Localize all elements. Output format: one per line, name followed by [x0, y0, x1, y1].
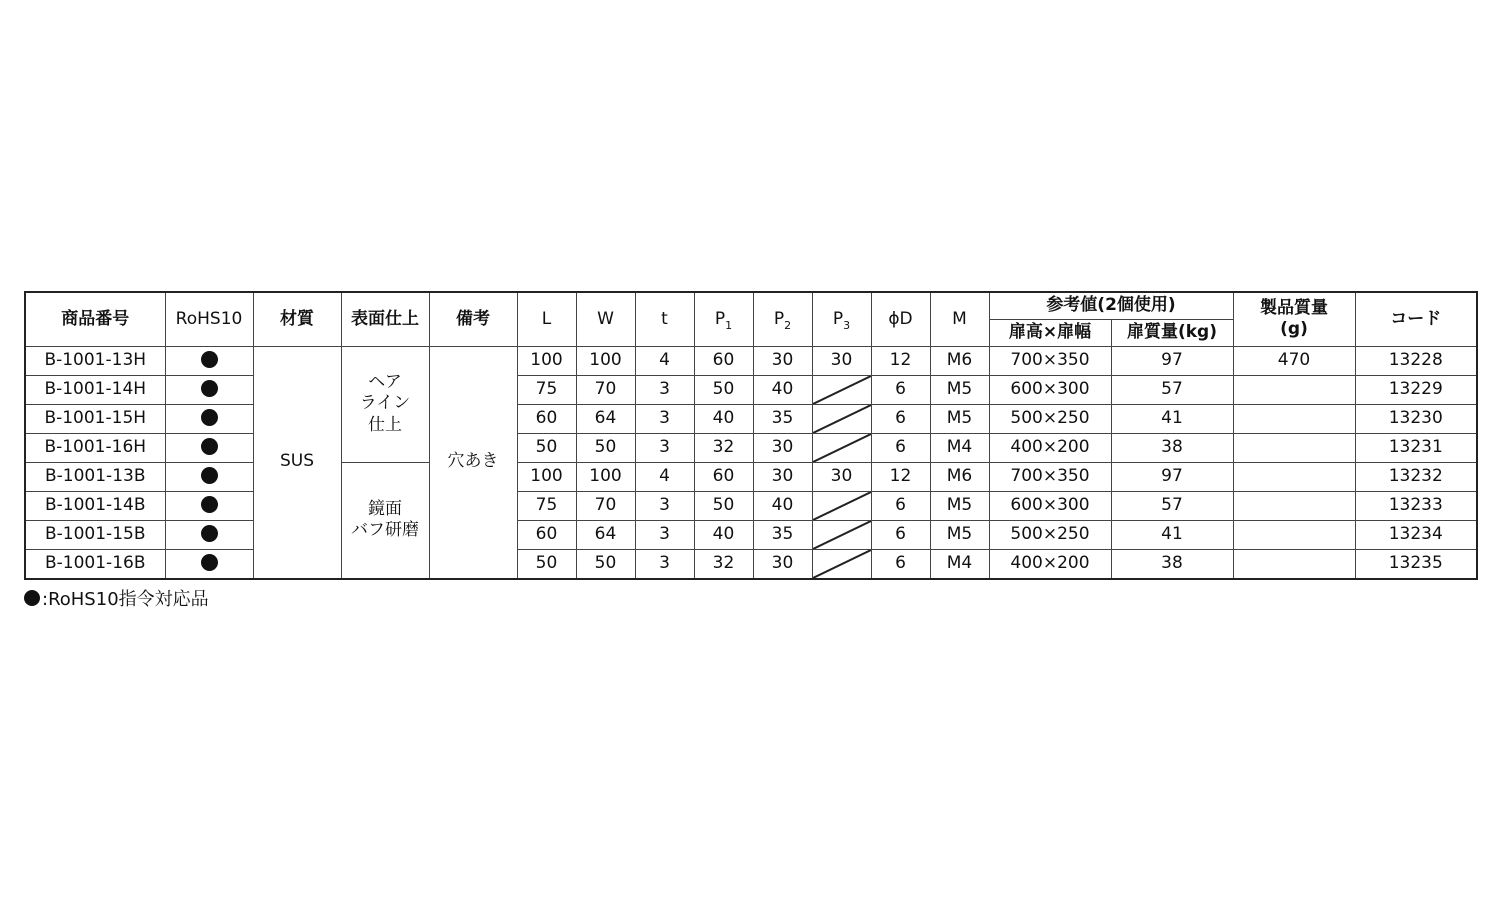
- cell-W: 50: [576, 549, 635, 579]
- cell-phiD: 6: [871, 433, 930, 462]
- header-door-size: 扉高×扉幅: [989, 319, 1111, 346]
- finish-line: 鏡面: [368, 498, 402, 519]
- header-code: コード: [1355, 292, 1477, 346]
- cell-P2: 40: [753, 491, 812, 520]
- cell-product-no: B-1001-14H: [25, 375, 165, 404]
- cell-rohs: [165, 346, 253, 375]
- cell-product-weight: [1233, 549, 1355, 579]
- cell-P1: 32: [694, 549, 753, 579]
- header-product-weight: [1233, 292, 1355, 346]
- cell-M: M5: [930, 520, 989, 549]
- cell-product-no: B-1001-14B: [25, 491, 165, 520]
- cell-M: M6: [930, 462, 989, 491]
- cell-product-no: B-1001-16B: [25, 549, 165, 579]
- not-applicable-slash-icon: [813, 521, 871, 549]
- table-row: [25, 491, 1477, 520]
- rohs-dot-icon: [201, 380, 218, 397]
- rohs-dot-icon: [201, 525, 218, 542]
- header-product-no: 商品番号: [25, 292, 165, 346]
- cell-W: 70: [576, 375, 635, 404]
- rohs-dot-icon: [201, 409, 218, 426]
- table-row: [25, 433, 1477, 462]
- cell-rohs: [165, 549, 253, 579]
- cell-phiD: 6: [871, 375, 930, 404]
- cell-P3-na: [812, 549, 871, 579]
- not-applicable-slash-icon: [813, 550, 871, 578]
- cell-door-size: 500×250: [989, 404, 1111, 433]
- finish-line: バフ研磨: [351, 520, 419, 540]
- spec-table: [24, 291, 1478, 580]
- header-reference: 参考値(2個使用): [989, 292, 1233, 319]
- cell-W: 64: [576, 404, 635, 433]
- header-remarks: 備考: [429, 292, 517, 346]
- table-row: [25, 404, 1477, 433]
- cell-P1: 32: [694, 433, 753, 462]
- cell-P2: 40: [753, 375, 812, 404]
- not-applicable-slash-icon: [813, 405, 871, 433]
- header-L: L: [517, 292, 576, 346]
- header-P1-label: P: [714, 308, 726, 329]
- cell-code: 13228: [1355, 346, 1477, 375]
- cell-L: 100: [517, 462, 576, 491]
- legend: [24, 585, 209, 611]
- header-finish: 表面仕上: [341, 292, 429, 346]
- cell-product-weight: [1233, 404, 1355, 433]
- header-W: W: [576, 292, 635, 346]
- header-P1-sub: 1: [725, 318, 733, 332]
- table-row: [25, 346, 1477, 375]
- header-phiD: ϕD: [871, 292, 930, 346]
- cell-M: M5: [930, 491, 989, 520]
- cell-code: 13230: [1355, 404, 1477, 433]
- cell-door-weight: 41: [1111, 404, 1233, 433]
- rohs-dot-icon: [201, 467, 218, 484]
- cell-product-weight: [1233, 375, 1355, 404]
- header-P3: [812, 292, 871, 346]
- cell-M: M4: [930, 549, 989, 579]
- cell-M: M4: [930, 433, 989, 462]
- cell-L: 75: [517, 491, 576, 520]
- cell-P2: 30: [753, 433, 812, 462]
- cell-phiD: 12: [871, 346, 930, 375]
- cell-W: 100: [576, 346, 635, 375]
- cell-remarks: 穴あき: [429, 346, 517, 579]
- cell-product-weight: [1233, 491, 1355, 520]
- cell-door-weight: 57: [1111, 491, 1233, 520]
- cell-W: 50: [576, 433, 635, 462]
- rohs-dot-icon: [201, 438, 218, 455]
- cell-L: 75: [517, 375, 576, 404]
- cell-M: M5: [930, 375, 989, 404]
- finish-line: ヘア: [368, 372, 402, 393]
- cell-door-size: 400×200: [989, 549, 1111, 579]
- cell-L: 100: [517, 346, 576, 375]
- cell-door-weight: 57: [1111, 375, 1233, 404]
- header-P2: [753, 292, 812, 346]
- not-applicable-slash-icon: [813, 376, 871, 404]
- header-P2-label: P: [773, 308, 785, 329]
- cell-door-size: 600×300: [989, 375, 1111, 404]
- cell-door-weight: 38: [1111, 549, 1233, 579]
- finish-line: ライン: [359, 393, 411, 414]
- cell-door-weight: 38: [1111, 433, 1233, 462]
- cell-rohs: [165, 404, 253, 433]
- header-P3-label: P: [832, 308, 844, 329]
- cell-product-no: B-1001-15H: [25, 404, 165, 433]
- cell-P2: 30: [753, 549, 812, 579]
- cell-P3-na: [812, 375, 871, 404]
- cell-P1: 40: [694, 520, 753, 549]
- cell-phiD: 6: [871, 491, 930, 520]
- cell-P1: 60: [694, 462, 753, 491]
- cell-product-no: B-1001-13H: [25, 346, 165, 375]
- cell-rohs: [165, 375, 253, 404]
- cell-L: 50: [517, 433, 576, 462]
- rohs-dot-icon: [201, 496, 218, 513]
- rohs-dot-icon: [201, 554, 218, 571]
- cell-rohs: [165, 433, 253, 462]
- cell-t: 3: [635, 375, 694, 404]
- header-door-weight: 扉質量(kg): [1111, 319, 1233, 346]
- header-rohs: RoHS10: [165, 292, 253, 346]
- cell-L: 50: [517, 549, 576, 579]
- header-t: t: [635, 292, 694, 346]
- cell-door-weight: 97: [1111, 462, 1233, 491]
- cell-door-weight: 41: [1111, 520, 1233, 549]
- cell-door-size: 700×350: [989, 346, 1111, 375]
- cell-door-size: 400×200: [989, 433, 1111, 462]
- cell-code: 13234: [1355, 520, 1477, 549]
- cell-door-weight: 97: [1111, 346, 1233, 375]
- cell-finish-mirror: [341, 462, 429, 579]
- cell-M: M5: [930, 404, 989, 433]
- cell-W: 100: [576, 462, 635, 491]
- cell-P1: 50: [694, 375, 753, 404]
- cell-product-weight: [1233, 520, 1355, 549]
- cell-rohs: [165, 491, 253, 520]
- cell-P3-na: [812, 520, 871, 549]
- not-applicable-slash-icon: [813, 434, 871, 462]
- header-P2-sub: 2: [784, 318, 792, 332]
- header-row-1: [25, 292, 1477, 319]
- header-M: M: [930, 292, 989, 346]
- cell-finish-hairline: [341, 346, 429, 462]
- cell-t: 3: [635, 520, 694, 549]
- cell-t: 3: [635, 433, 694, 462]
- cell-P3-na: [812, 491, 871, 520]
- cell-code: 13232: [1355, 462, 1477, 491]
- table-row: [25, 375, 1477, 404]
- cell-t: 4: [635, 462, 694, 491]
- cell-P2: 35: [753, 520, 812, 549]
- finish-line: 仕上: [368, 414, 402, 435]
- cell-P1: 60: [694, 346, 753, 375]
- cell-W: 64: [576, 520, 635, 549]
- table-header: [25, 292, 1477, 346]
- not-applicable-slash-icon: [813, 492, 871, 520]
- cell-code: 13231: [1355, 433, 1477, 462]
- cell-product-no: B-1001-16H: [25, 433, 165, 462]
- cell-P3: 30: [812, 346, 871, 375]
- cell-phiD: 6: [871, 549, 930, 579]
- cell-product-weight: [1233, 462, 1355, 491]
- cell-P2: 35: [753, 404, 812, 433]
- cell-door-size: 700×350: [989, 462, 1111, 491]
- header-material: 材質: [253, 292, 341, 346]
- table-row: [25, 549, 1477, 579]
- cell-product-no: B-1001-15B: [25, 520, 165, 549]
- cell-L: 60: [517, 520, 576, 549]
- cell-code: 13235: [1355, 549, 1477, 579]
- cell-phiD: 12: [871, 462, 930, 491]
- cell-P3: 30: [812, 462, 871, 491]
- cell-t: 4: [635, 346, 694, 375]
- rohs-dot-icon: [201, 351, 218, 368]
- legend-text: :RoHS10指令対応品: [42, 589, 209, 610]
- cell-P3-na: [812, 404, 871, 433]
- cell-P1: 40: [694, 404, 753, 433]
- cell-W: 70: [576, 491, 635, 520]
- header-product-weight-line2: (g): [1280, 319, 1308, 340]
- cell-code: 13233: [1355, 491, 1477, 520]
- cell-P3-na: [812, 433, 871, 462]
- cell-rohs: [165, 520, 253, 549]
- cell-rohs: [165, 462, 253, 491]
- cell-P2: 30: [753, 346, 812, 375]
- cell-L: 60: [517, 404, 576, 433]
- cell-M: M6: [930, 346, 989, 375]
- cell-door-size: 500×250: [989, 520, 1111, 549]
- cell-t: 3: [635, 549, 694, 579]
- cell-t: 3: [635, 404, 694, 433]
- table-body: [25, 346, 1477, 579]
- cell-P1: 50: [694, 491, 753, 520]
- cell-material: SUS: [253, 346, 341, 579]
- cell-phiD: 6: [871, 520, 930, 549]
- cell-product-weight: [1233, 433, 1355, 462]
- rohs-dot-icon: [24, 590, 40, 606]
- cell-product-no: B-1001-13B: [25, 462, 165, 491]
- header-product-weight-line1: 製品質量: [1260, 298, 1328, 318]
- cell-P2: 30: [753, 462, 812, 491]
- cell-phiD: 6: [871, 404, 930, 433]
- header-P3-sub: 3: [843, 318, 851, 332]
- table-row: [25, 462, 1477, 491]
- cell-product-weight: 470: [1233, 346, 1355, 375]
- header-P1: [694, 292, 753, 346]
- table-row: [25, 520, 1477, 549]
- cell-t: 3: [635, 491, 694, 520]
- cell-code: 13229: [1355, 375, 1477, 404]
- cell-door-size: 600×300: [989, 491, 1111, 520]
